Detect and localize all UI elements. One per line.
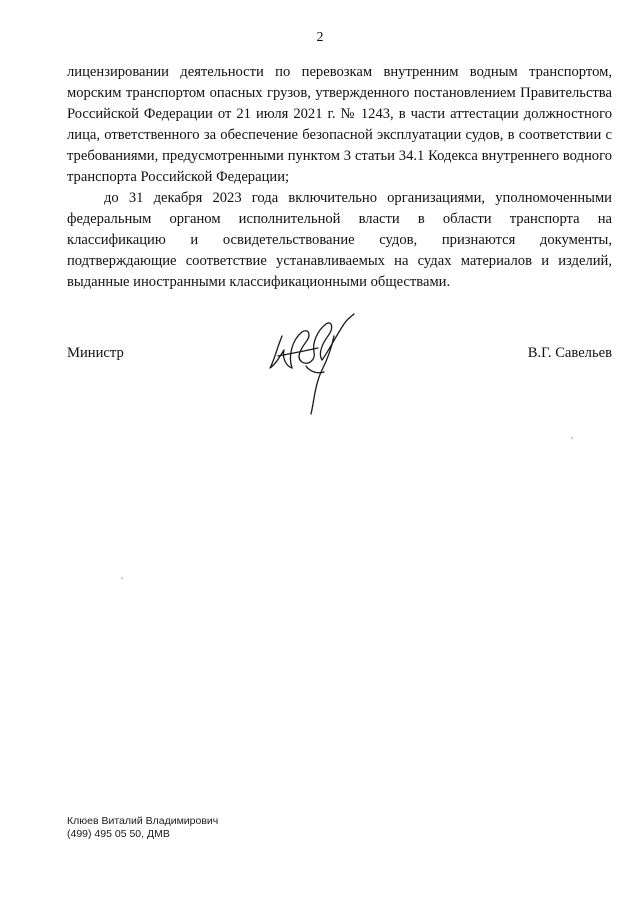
signatory-title: Министр xyxy=(67,345,124,361)
handwritten-signature xyxy=(262,306,372,416)
document-body xyxy=(67,62,612,293)
page-number: 2 xyxy=(316,30,324,45)
scan-speck xyxy=(121,577,123,579)
executor-name: Клюев Виталий Владимирович xyxy=(67,815,219,827)
executor-info xyxy=(67,815,218,841)
signatory-name: В.Г. Савельев xyxy=(527,345,612,361)
paragraph-deadline: до 31 декабря 2023 года включительно организациями, уполномоченными федеральным органом исполнительной власти в области транспорта на классификацию и освидетельствование судов, признаются документы, подтверждающие соответствие устанавливаемых на судах материалов и изделий, выданные иностранными классификационными обществами. xyxy=(67,190,612,290)
executor-contact: (499) 495 05 50, ДМВ xyxy=(67,828,170,840)
paragraph-continuation: лицензировании деятельности по перевозкам внутренним водным транспортом, морским транспортом опасных грузов, утвержденного постановлением Правительства Российской Федерации от 21 июля 2021 г. № 1243, в части аттестации должностного лица, ответственного за обеспечение безопасной эксплуатации судов, в соответствии с требованиями, предусмотренными пунктом 3 статьи 34.1 Кодекса внутреннего водного транспорта Российской Федерации; xyxy=(67,64,612,185)
scan-speck xyxy=(571,437,573,439)
